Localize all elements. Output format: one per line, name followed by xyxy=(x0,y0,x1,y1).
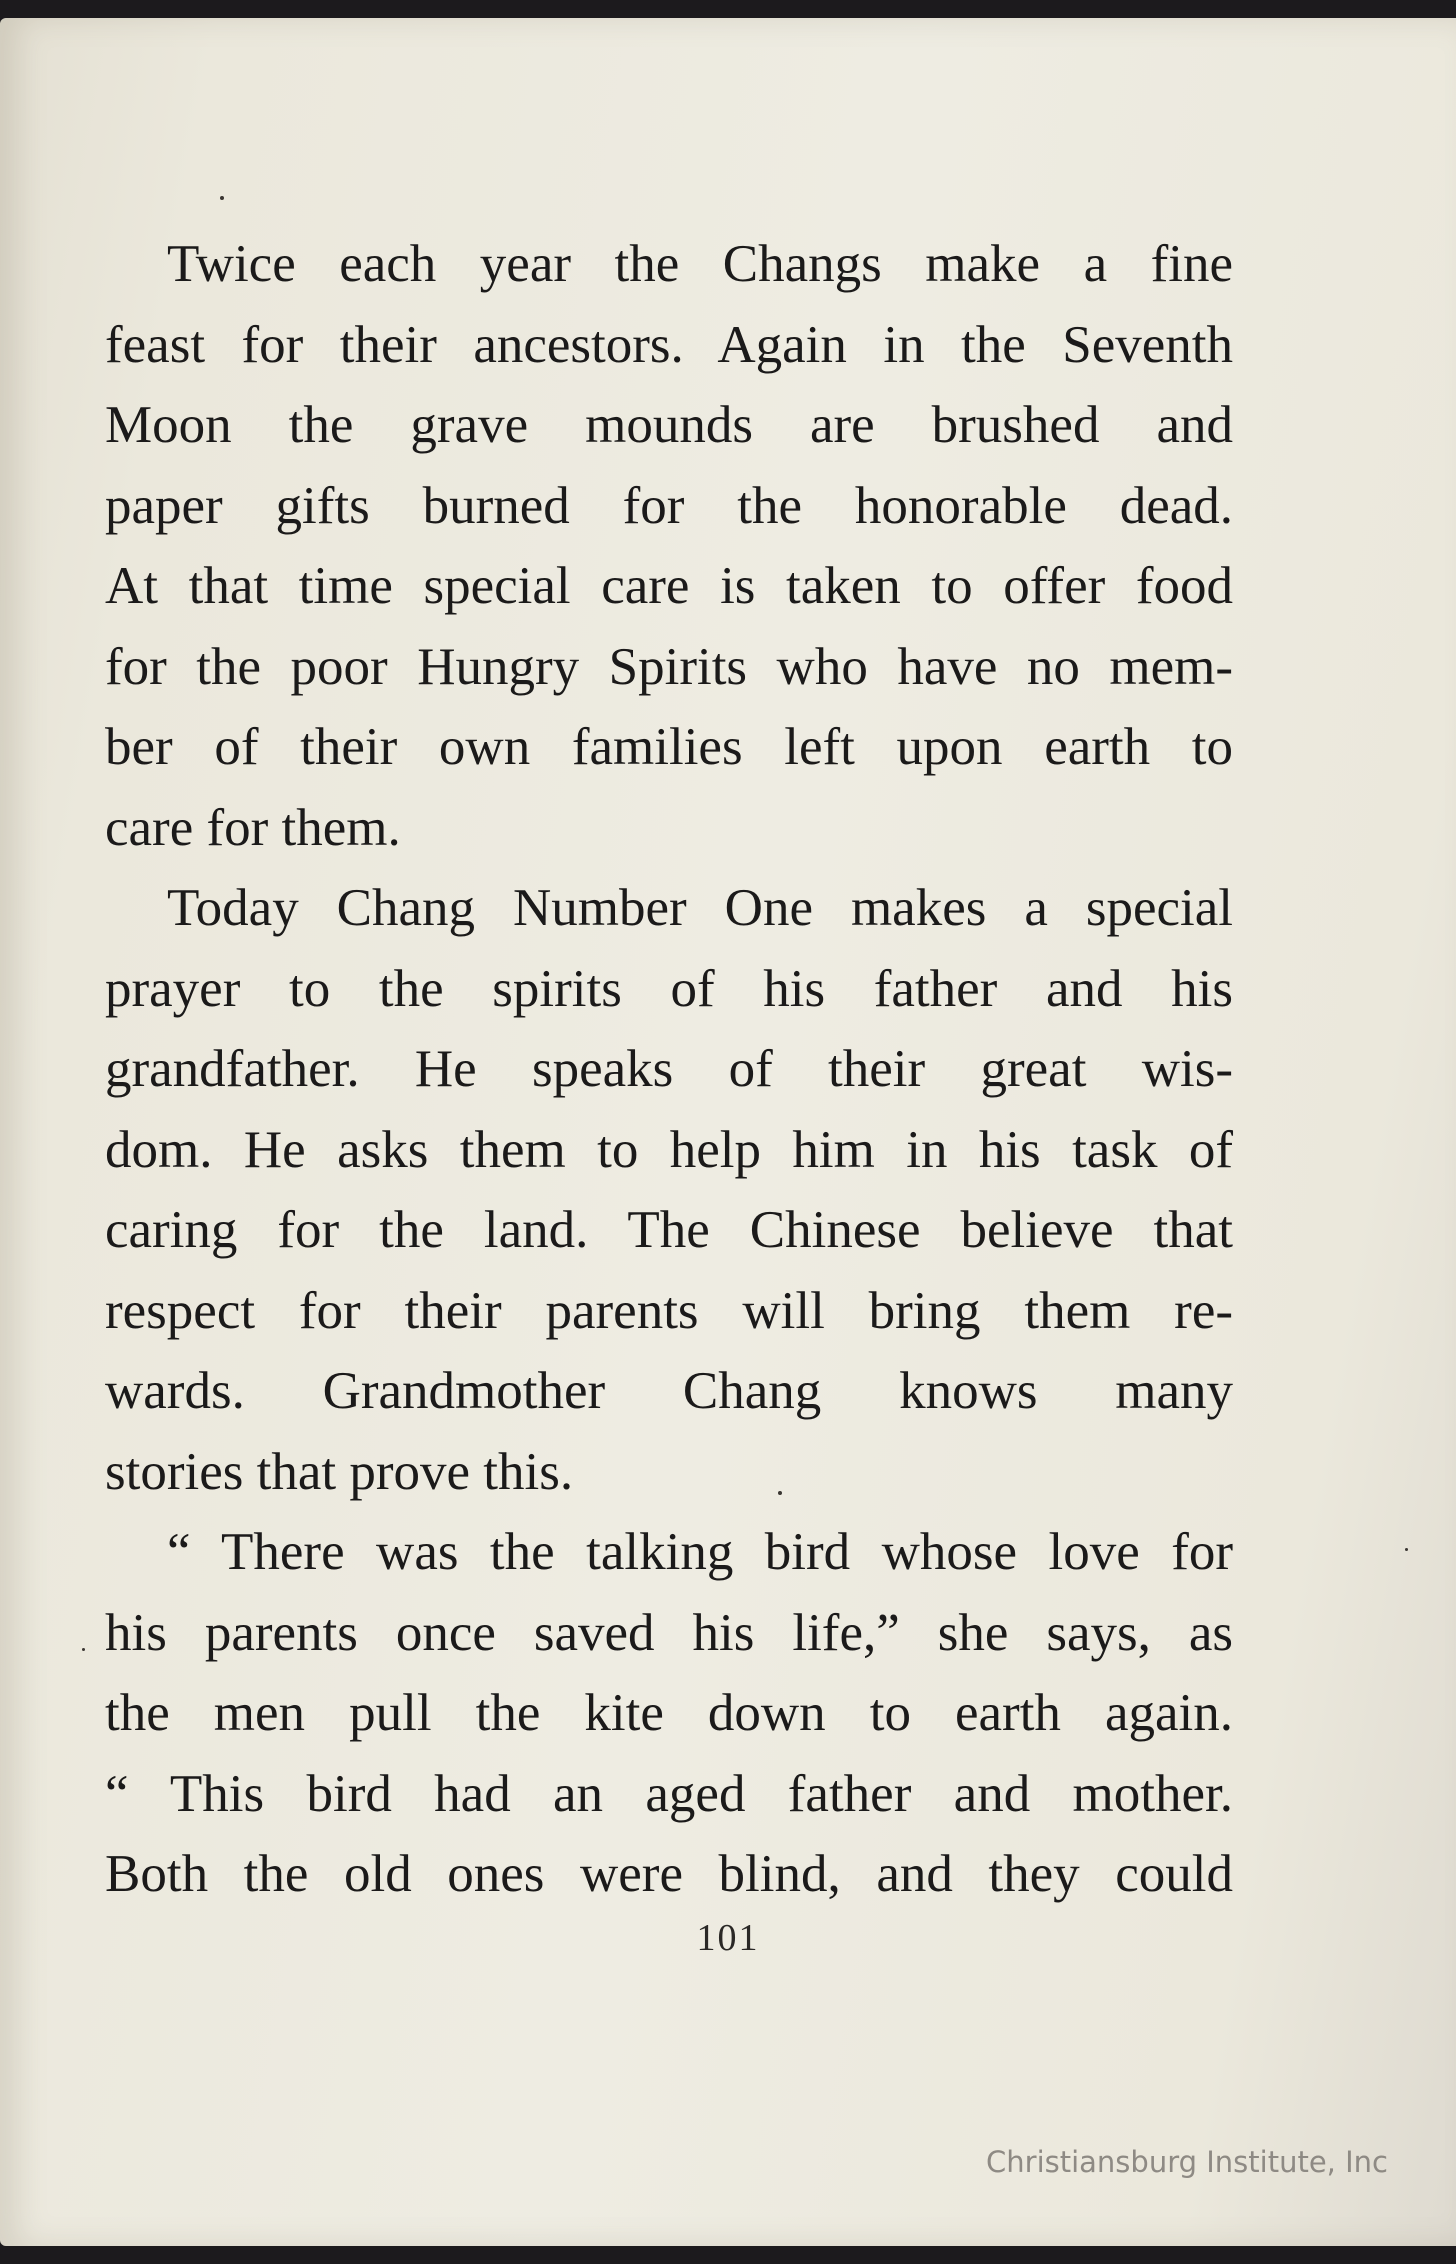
text-line: grandfather. He speaks of their great wis- xyxy=(105,1040,1233,1098)
text-line: for the poor Hungry Spirits who have no mem- xyxy=(105,637,1233,696)
text-line: prayer to the spirits of his father and his xyxy=(105,959,1233,1018)
text-line: caring for the land. The Chinese believe that xyxy=(105,1201,1233,1259)
text-line: respect for their parents will bring them re- xyxy=(105,1281,1233,1340)
paper-speck xyxy=(82,1648,85,1651)
text-line: At that time special care is taken to offer food xyxy=(105,557,1233,615)
body-text xyxy=(105,224,1233,1915)
page-number: 101 xyxy=(696,1917,760,1959)
text-line: dom. He asks them to help him in his task of xyxy=(105,1120,1233,1179)
paper-speck xyxy=(220,196,224,200)
text-line: “ There was the talking bird whose love for xyxy=(167,1523,1233,1581)
watermark: Christiansburg Institute, Inc xyxy=(986,2145,1388,2179)
text-line: stories that prove this. xyxy=(105,1442,574,1501)
text-line: feast for their ancestors. Again in the Seventh xyxy=(105,315,1233,374)
text-line: paper gifts burned for the honorable dead. xyxy=(105,476,1233,535)
text-line: the men pull the kite down to earth again. xyxy=(105,1684,1233,1742)
text-line: his parents once saved his life,” she says, as xyxy=(105,1603,1233,1662)
text-line: wards. Grandmother Chang knows many xyxy=(105,1362,1233,1420)
text-line: ber of their own families left upon earth to xyxy=(105,718,1233,776)
text-line: Twice each year the Changs make a fine xyxy=(167,235,1233,293)
text-line: Moon the grave mounds are brushed and xyxy=(105,396,1233,454)
text-line: Both the old ones were blind, and they could xyxy=(105,1845,1233,1903)
paper-speck xyxy=(1405,1548,1408,1551)
text-line: “ This bird had an aged father and mother. xyxy=(105,1764,1233,1823)
text-line: care for them. xyxy=(105,798,401,857)
text-line: Today Chang Number One makes a special xyxy=(167,879,1233,937)
